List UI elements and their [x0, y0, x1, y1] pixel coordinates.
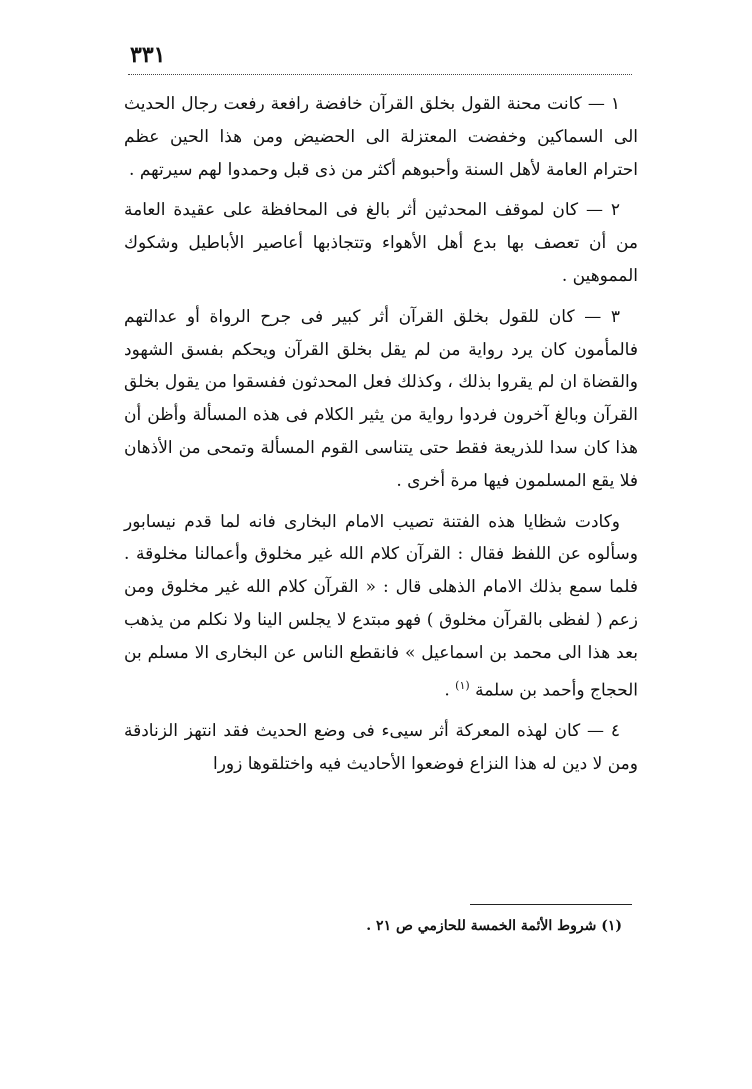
paragraph-4-text: وكادت شظايا هذه الفتنة تصيب الامام البخارى فانه لما قدم نيسابور وسألوه عن اللفظ فقال : القرآن كلام الله غير مخلوق وأعمالنا مخلوقة . فلما سمع بذلك الامام الذهلى قال : « القرآن كلام الله غير مخلوق ومن زعم ( لفظى بالقرآن مخلوق ) فهو مبتدع لا يجلس الينا ولا نكلم من يذهب بعد هذا الى محمد بن اسماعيل » فانقطع الناس عن البخارى الا مسلم بن الحجاج وأحمد بن سلمة — [124, 511, 638, 701]
body-text — [124, 88, 638, 789]
paragraph-4 — [124, 506, 638, 707]
footnote-rule — [470, 904, 632, 905]
page-number: ٣٣١ — [130, 42, 166, 68]
paragraph-5: ٤ — كان لهذه المعركة أثر سيىء فى وضع الحديث فقد انتهز الزنادقة ومن لا دين له هذا النزاع فوضعوا الأحاديث فيه واختلقوها زورا — [124, 721, 638, 774]
paragraph-4-end: . — [444, 680, 456, 701]
footnote-reference: (١) — [455, 678, 470, 692]
paragraph-2: ٢ — كان لموقف المحدثين أثر بالغ فى المحافظة على عقيدة العامة من أن تعصف بها بدع أهل الأهواء وتتجاذبها أعاصير الأباطيل وشكوك المموهين . — [124, 200, 638, 286]
paragraph-1: ١ — كانت محنة القول بخلق القرآن خافضة رافعة رفعت رجال الحديث الى السماكين وخفضت المعتزلة الى الحضيض ومن هذا الحين عظم احترام العامة لأهل السنة وأحبوهم أكثر من ذى قبل وحمدوا لهم سيرتهم . — [124, 94, 638, 180]
header-rule — [128, 74, 632, 75]
paragraph-3: ٣ — كان للقول بخلق القرآن أثر كبير فى جرح الرواة أو عدالتهم فالمأمون كان يرد رواية من لم يقل بخلق القرآن ويحكم بفسق الشهود والقضاة ان لم يقروا بذلك ، وكذلك فعل المحدثون ففسقوا من يقول بخلق القرآن وبالغ آخرون فردوا رواية من يثير الكلام فى هذه المسألة وأظن أن هذا كان سدا للذريعة فقط حتى يتناسى القوم المسألة وتمحى من الأذهان فلا يقع المسلمون فيها مرة أخرى . — [124, 306, 638, 491]
footnote: (١) شروط الأئمة الخمسة للحازمي ص ٢١ . — [366, 918, 622, 934]
